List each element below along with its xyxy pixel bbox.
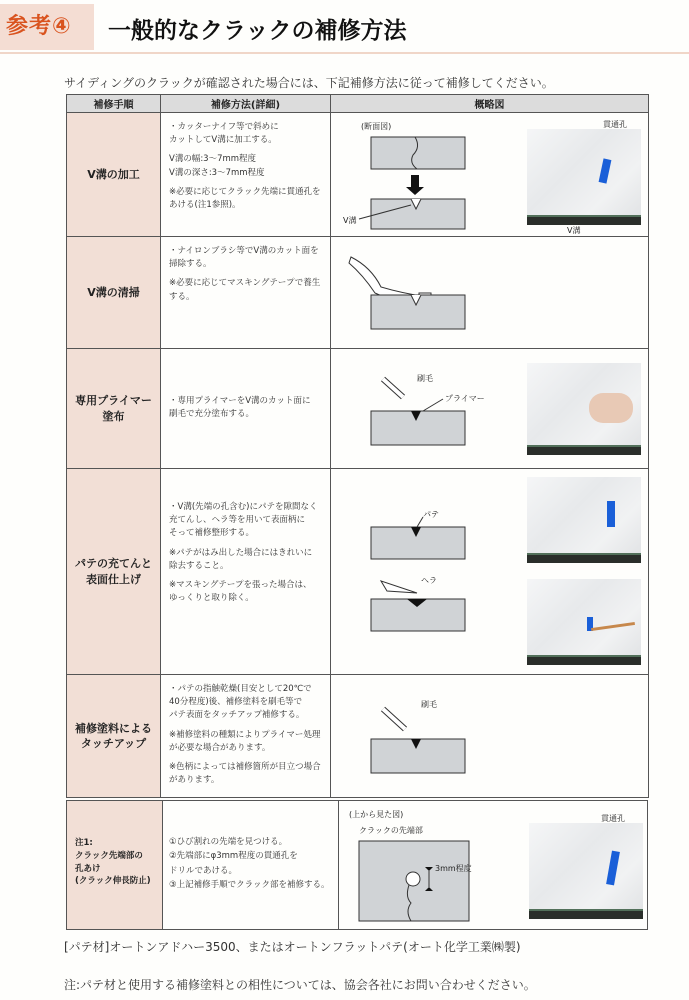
- section-label: (断面図): [361, 122, 392, 131]
- table-row: [67, 349, 649, 469]
- mm-label: 3mm程度: [435, 864, 472, 873]
- page-header: [0, 0, 689, 60]
- putty-photo: [527, 477, 641, 563]
- wall-rail: [529, 909, 643, 919]
- putty-label: パテ: [423, 510, 439, 519]
- table-header-row: [67, 95, 649, 113]
- brush-cleaning-diagram: [331, 237, 649, 349]
- table-row: [67, 113, 649, 237]
- through-hole-label: 貫通孔: [603, 120, 627, 129]
- primer-photo: [527, 363, 641, 455]
- figure-cell: [331, 113, 649, 237]
- putty-material-note: [パテ材]オートンアドハー3500、またはオートンフラットパテ(オート化学工業㈱製): [64, 940, 521, 954]
- detail-text: V溝の幅:3〜7mm程度 V溝の深さ:3〜7mm程度: [169, 154, 265, 178]
- vgroove-photo-label: V溝: [567, 226, 581, 235]
- detail-text: ・V溝(先端の孔含む)にパテを隙間なく 充てんし、ヘラ等を用いて表面柄に そって補修整形する。: [169, 502, 318, 539]
- primer-label: プライマー: [445, 394, 485, 403]
- step-details: [161, 237, 331, 349]
- spatula: [591, 622, 635, 631]
- table-row: [67, 469, 649, 675]
- step-details: [161, 113, 331, 237]
- detail-text: ※パテがはみ出した場合にはきれいに 除去すること。: [169, 547, 313, 571]
- note-label: 注1: クラック先端部の 孔あけ (クラック伸長防止): [67, 801, 163, 929]
- wall-rail: [527, 655, 641, 665]
- note-step: ①ひび割れの先端を見つける。: [169, 837, 288, 847]
- masking-tape: [606, 851, 620, 886]
- detail-text: ※必要に応じてマスキングテープで養生 する。: [169, 278, 321, 302]
- hand-with-brush: [589, 393, 633, 423]
- intro-text: サイディングのクラックが確認された場合には、下記補修方法に従って補修してください。: [64, 76, 554, 90]
- compatibility-note: 注:パテ材と使用する補修塗料との相性については、協会各社にお問い合わせください。: [64, 978, 536, 992]
- step-label: 補修塗料による タッチアップ: [67, 675, 161, 798]
- step-label: V溝の清掃: [67, 237, 161, 349]
- hole-photo: [529, 823, 643, 919]
- step-label: パテの充てんと 表面仕上げ: [67, 469, 161, 675]
- reference-badge: 参考④: [0, 4, 94, 50]
- note-step: ③上記補修手順でクラック部を補修する。: [169, 880, 330, 891]
- detail-text: ※マスキングテープを張った場合は、 ゆっくりと取り除く。: [169, 579, 312, 604]
- detail-text: ※色柄によっては補修箇所が目立つ場合 があります。: [169, 761, 321, 786]
- table-row: [67, 237, 649, 349]
- vgroove-label: V溝: [343, 216, 357, 225]
- spatula-label: ヘラ: [421, 576, 437, 585]
- detail-text: ※必要に応じてクラック先端に貫通孔を あける(注1参照)。: [169, 186, 321, 210]
- figure-cell: [331, 349, 649, 469]
- figure-cell: [331, 469, 649, 675]
- wall-rail: [527, 553, 641, 563]
- repair-table: [66, 94, 649, 798]
- detail-text: ・専用プライマーをV溝のカット面に 刷毛で充分塗布する。: [169, 396, 311, 420]
- step-label: 専用プライマー 塗布: [67, 349, 161, 469]
- step-details: [161, 469, 331, 675]
- touchup-diagram: [331, 675, 649, 793]
- masking-tape: [607, 501, 615, 527]
- note-box: [66, 800, 648, 930]
- note-details: [163, 801, 339, 929]
- figure-cell: [331, 237, 649, 349]
- figure-cell: [331, 675, 649, 798]
- step-details: [161, 675, 331, 798]
- detail-text: ・ナイロンブラシ等でV溝のカット面を 掃除する。: [169, 246, 319, 270]
- table-row: [67, 675, 649, 798]
- brush-label: 刷毛: [417, 374, 433, 383]
- step-label: V溝の加工: [67, 113, 161, 237]
- note-step: ②先端部にφ3mm程度の貫通孔を ドリルであける。: [169, 851, 298, 876]
- detail-text: ※補修塗料の種類によりプライマー処理 が必要な場合があります。: [169, 729, 321, 753]
- crack-tip-label: クラックの先端部: [359, 826, 423, 835]
- step-details: [161, 349, 331, 469]
- wall-photo: [527, 129, 641, 225]
- detail-text: ・パテの指触乾燥(目安として20℃で 40分程度)後、補修塗料を刷毛等で パテ表面をタッチアップ補修する。: [169, 684, 312, 721]
- through-hole-label: 貫通孔: [601, 814, 625, 823]
- col-header-step: 補修手順: [67, 95, 161, 113]
- header-rule: [0, 52, 689, 54]
- masking-tape: [599, 158, 612, 183]
- wall-rail: [527, 215, 641, 225]
- col-header-details: 補修方法(詳細): [161, 95, 331, 113]
- top-view-label: (上から見た図): [349, 810, 404, 819]
- finish-photo: [527, 579, 641, 665]
- detail-text: ・カッターナイフ等で斜めに カットしてV溝に加工する。: [169, 122, 279, 146]
- col-header-figure: 概略図: [331, 95, 649, 113]
- page-title: 一般的なクラックの補修方法: [108, 18, 407, 44]
- brush-label: 刷毛: [421, 700, 437, 709]
- wall-rail: [527, 445, 641, 455]
